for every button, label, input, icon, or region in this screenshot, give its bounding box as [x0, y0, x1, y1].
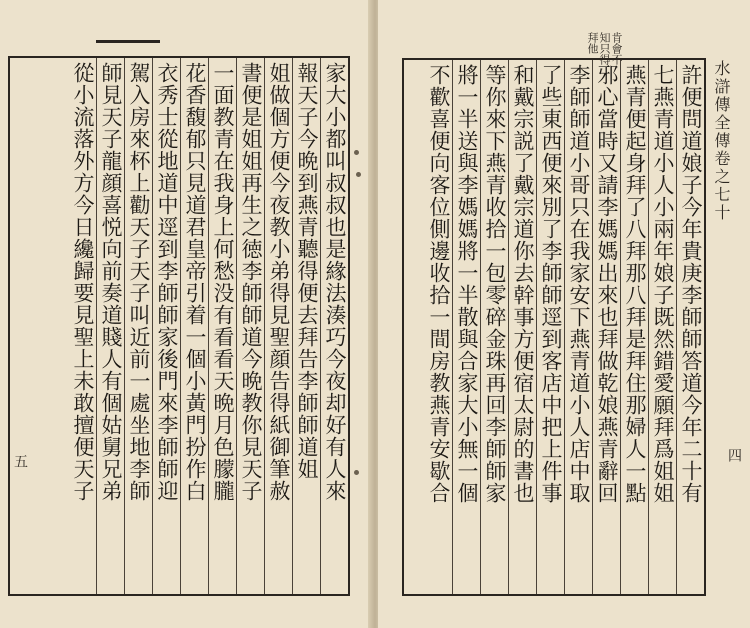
left-column-4: 書便是姐姐再生之徳李師師道今晩教你見天子 — [236, 58, 264, 594]
right-text-columns — [404, 60, 704, 594]
left-folio: 五 — [12, 454, 28, 468]
left-column-9: 師見天子龍顔喜悦向前奏道賤人有個姑舅兄弟 — [96, 58, 124, 594]
left-page — [0, 0, 372, 628]
left-column-3: 姐做個方便今夜教小弟得見聖顔告得紙御筆赦 — [264, 58, 292, 594]
left-text-columns — [10, 58, 348, 594]
left-text-frame — [8, 56, 350, 596]
left-column-10: 從小流落外方今日纔歸要見聖上未敢擅便天子 — [71, 62, 95, 502]
side-note: 肯會不知只得拜他 — [586, 32, 623, 65]
left-column-1: 家大小都叫叔叔也是緣法湊巧今夜却好有人來 — [320, 58, 348, 594]
right-column-9: 將一半送與李媽媽將一半散與合家大小無一個 — [452, 60, 480, 594]
left-header-mark — [96, 40, 160, 43]
right-text-frame — [402, 58, 706, 596]
margin-title: 水滸傳全傳卷之七十 — [712, 60, 731, 222]
right-folio: 四 — [726, 448, 742, 462]
left-column-6: 花香馥郁只見道君皇帝引着一個小黃門扮作白 — [180, 58, 208, 594]
left-column-5: 一面教青在我身上何愁没有看看天晩月色朦朧 — [208, 58, 236, 594]
binding-hole — [354, 470, 359, 475]
right-column-7: 和戴宗説了戴宗道你去幹事方便宿太尉的書也 — [508, 60, 536, 594]
binding-hole — [356, 172, 361, 177]
left-column-8: 駕入房來杯上勸天子天子叫近前一處坐地李師 — [124, 58, 152, 594]
right-column-5: 李師師道小哥只在我家安下燕青道小人店中取 — [564, 60, 592, 594]
right-column-1: 許便問道娘子今年貴庚李師師答道今年二十有 — [676, 60, 704, 594]
binding-hole — [354, 150, 359, 155]
right-column-2: 七燕青道小人小兩年娘子既然錯愛願拜爲姐姐 — [648, 60, 676, 594]
right-column-6: 了些東西便來別了李師師逕到客店中把上件事 — [536, 60, 564, 594]
left-column-7: 衣秀士從地道中逕到李師師家後門來李師師迎 — [152, 58, 180, 594]
right-column-3: 燕青便起身拜了八拜那八拜是拜住那婦人一點 — [620, 60, 648, 594]
right-column-4: 邪心當時又請李媽媽出來也拜做乾娘燕青辭回 — [592, 60, 620, 594]
right-page — [378, 0, 750, 628]
right-column-10: 不歡喜便向客位側邊收拾一間房教燕青安歇合 — [427, 64, 451, 504]
left-column-2: 報天子今晩到燕青聽得便去拜告李師師道姐 — [292, 58, 320, 594]
right-column-8: 等你來下燕青收拾一包零碎金珠再回李師師家 — [480, 60, 508, 594]
